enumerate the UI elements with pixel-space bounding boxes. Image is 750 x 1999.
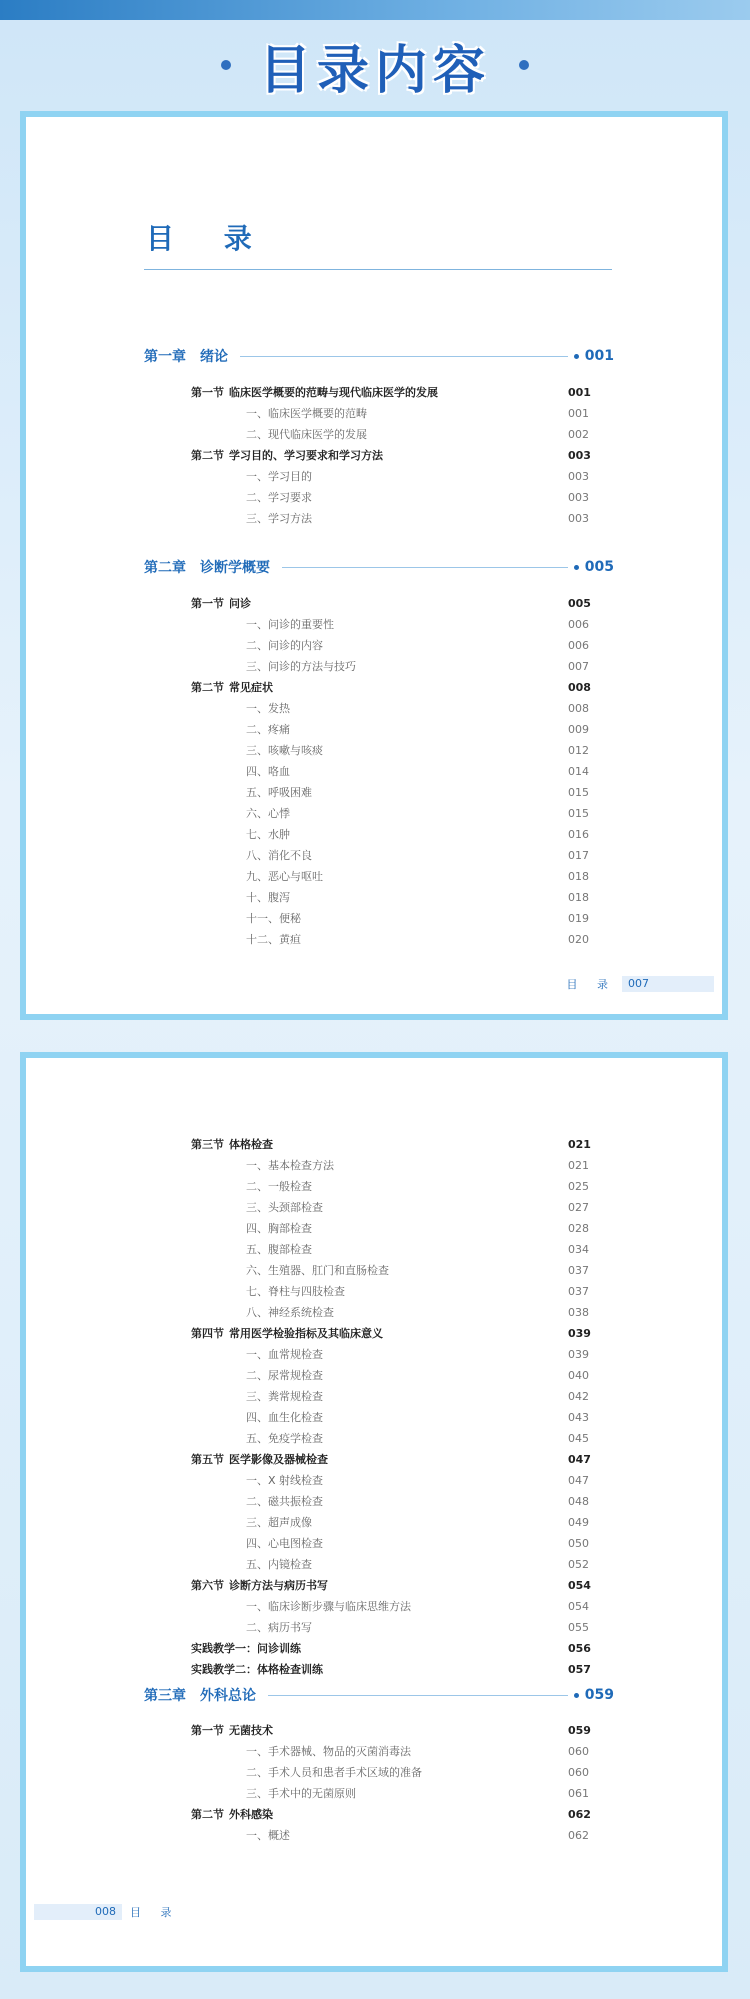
subsection-entry[interactable] bbox=[26, 698, 722, 719]
entry-page: 047 bbox=[568, 1474, 589, 1487]
footer-page-number: 007 bbox=[622, 976, 714, 992]
chapter-page: 005 bbox=[584, 559, 614, 575]
entry-title: 二、现代临床医学的发展 bbox=[246, 428, 367, 441]
section-entry[interactable] bbox=[26, 445, 722, 466]
page-title: 目 录 bbox=[146, 222, 272, 255]
entry-page: 005 bbox=[568, 597, 591, 610]
entry-title: 常见症状 bbox=[229, 681, 273, 694]
entry-title: 七、脊柱与四肢检查 bbox=[246, 1285, 345, 1298]
entry-title: 实践教学二：体格检查训练 bbox=[191, 1663, 323, 1676]
section-number: 第一节 bbox=[191, 597, 224, 610]
top-decoration-bar bbox=[0, 0, 750, 20]
section-number: 第二节 bbox=[191, 1808, 224, 1821]
entry-page: 027 bbox=[568, 1201, 589, 1214]
entry-title: 十、腹泻 bbox=[246, 891, 290, 904]
entry-page: 056 bbox=[568, 1642, 591, 1655]
entry-title: 七、水肿 bbox=[246, 828, 290, 841]
subsection-entry[interactable] bbox=[26, 508, 722, 529]
entry-page: 016 bbox=[568, 828, 589, 841]
section-number: 第一节 bbox=[191, 386, 224, 399]
entry-title: 四、血生化检查 bbox=[246, 1411, 323, 1424]
entry-page: 047 bbox=[568, 1453, 591, 1466]
entry-title: 诊断方法与病历书写 bbox=[229, 1579, 328, 1592]
chapter-page: 001 bbox=[584, 348, 614, 364]
entry-title: 一、问诊的重要性 bbox=[246, 618, 334, 631]
practice-entry[interactable] bbox=[26, 1638, 722, 1659]
chapter-heading[interactable] bbox=[144, 555, 614, 579]
entry-page: 045 bbox=[568, 1432, 589, 1445]
entry-title: 三、粪常规检查 bbox=[246, 1390, 323, 1403]
entry-page: 014 bbox=[568, 765, 589, 778]
subsection-entry[interactable] bbox=[26, 719, 722, 740]
entry-title: 实践教学一：问诊训练 bbox=[191, 1642, 301, 1655]
page-footer bbox=[34, 1904, 180, 1920]
entry-title: 五、内镜检查 bbox=[246, 1558, 312, 1571]
subsection-entry[interactable] bbox=[26, 1825, 722, 1846]
entry-title: 一、X 射线检查 bbox=[246, 1474, 324, 1487]
entry-page: 006 bbox=[568, 639, 589, 652]
subsection-entry[interactable] bbox=[26, 1428, 722, 1449]
entry-page: 012 bbox=[568, 744, 589, 757]
entry-title: 三、咳嗽与咳痰 bbox=[246, 744, 323, 757]
entry-page: 059 bbox=[568, 1724, 591, 1737]
chapter-number: 第二章 bbox=[144, 560, 186, 576]
subsection-entry[interactable] bbox=[26, 656, 722, 677]
subsection-entry[interactable] bbox=[26, 1407, 722, 1428]
section-number: 第四节 bbox=[191, 1327, 224, 1340]
entry-page: 008 bbox=[568, 681, 591, 694]
entry-list bbox=[26, 382, 722, 529]
entry-title: 一、手术器械、物品的灭菌消毒法 bbox=[246, 1745, 411, 1758]
toc-page-2 bbox=[20, 1052, 728, 1972]
entry-page: 037 bbox=[568, 1285, 589, 1298]
section-entry[interactable] bbox=[26, 1575, 722, 1596]
entry-title: 四、心电图检查 bbox=[246, 1537, 323, 1550]
entry-title: 二、病历书写 bbox=[246, 1621, 312, 1634]
entry-title: 医学影像及器械检查 bbox=[229, 1453, 328, 1466]
subsection-entry[interactable] bbox=[26, 1783, 722, 1804]
toc-page-1 bbox=[20, 111, 728, 1020]
entry-title: 一、血常规检查 bbox=[246, 1348, 323, 1361]
entry-title: 一、临床医学概要的范畴 bbox=[246, 407, 367, 420]
section-number: 第一节 bbox=[191, 1724, 224, 1737]
subsection-entry[interactable] bbox=[26, 1554, 722, 1575]
entry-title: 六、心悸 bbox=[246, 807, 290, 820]
subsection-entry[interactable] bbox=[26, 1155, 722, 1176]
section-entry[interactable] bbox=[26, 677, 722, 698]
subsection-entry[interactable] bbox=[26, 824, 722, 845]
entry-page: 062 bbox=[568, 1829, 589, 1842]
entry-page: 025 bbox=[568, 1180, 589, 1193]
entry-page: 003 bbox=[568, 491, 589, 504]
entry-page: 049 bbox=[568, 1516, 589, 1529]
entry-page: 017 bbox=[568, 849, 589, 862]
bullet-dot-icon bbox=[519, 60, 529, 70]
entry-page: 039 bbox=[568, 1327, 591, 1340]
subsection-entry[interactable] bbox=[26, 929, 722, 950]
entry-page: 003 bbox=[568, 512, 589, 525]
entry-page: 021 bbox=[568, 1159, 589, 1172]
subsection-entry[interactable] bbox=[26, 761, 722, 782]
subsection-entry[interactable] bbox=[26, 1617, 722, 1638]
entry-title: 学习目的、学习要求和学习方法 bbox=[229, 449, 383, 462]
leader-line bbox=[268, 1695, 568, 1696]
entry-title: 二、疼痛 bbox=[246, 723, 290, 736]
entry-page: 039 bbox=[568, 1348, 589, 1361]
banner-title: 目录内容 bbox=[258, 40, 491, 101]
entry-page: 008 bbox=[568, 702, 589, 715]
bullet-dot-icon bbox=[574, 354, 579, 359]
subsection-entry[interactable] bbox=[26, 845, 722, 866]
entry-title: 临床医学概要的范畴与现代临床医学的发展 bbox=[229, 386, 438, 399]
entry-page: 054 bbox=[568, 1579, 591, 1592]
entry-page: 048 bbox=[568, 1495, 589, 1508]
entry-page: 007 bbox=[568, 660, 589, 673]
banner bbox=[0, 20, 750, 110]
entry-title: 三、手术中的无菌原则 bbox=[246, 1787, 356, 1800]
entry-page: 002 bbox=[568, 428, 589, 441]
entry-title: 问诊 bbox=[229, 597, 251, 610]
entry-title: 一、发热 bbox=[246, 702, 290, 715]
entry-title: 外科感染 bbox=[229, 1808, 273, 1821]
entry-title: 三、学习方法 bbox=[246, 512, 312, 525]
section-entry[interactable] bbox=[26, 593, 722, 614]
entry-page: 015 bbox=[568, 786, 589, 799]
entry-page: 001 bbox=[568, 386, 591, 399]
entry-page: 050 bbox=[568, 1537, 589, 1550]
bullet-dot-icon bbox=[574, 1693, 579, 1698]
subsection-entry[interactable] bbox=[26, 740, 722, 761]
subsection-entry[interactable] bbox=[26, 1281, 722, 1302]
subsection-entry[interactable] bbox=[26, 803, 722, 824]
chapter-name: 诊断学概要 bbox=[200, 560, 270, 576]
entry-list bbox=[26, 1720, 722, 1846]
subsection-entry[interactable] bbox=[26, 1260, 722, 1281]
entry-page: 003 bbox=[568, 449, 591, 462]
entry-list bbox=[26, 593, 722, 950]
entry-title: 一、概述 bbox=[246, 1829, 290, 1842]
entry-title: 二、问诊的内容 bbox=[246, 639, 323, 652]
entry-page: 003 bbox=[568, 470, 589, 483]
subsection-entry[interactable] bbox=[26, 1197, 722, 1218]
section-number: 第五节 bbox=[191, 1453, 224, 1466]
entry-title: 三、头颈部检查 bbox=[246, 1201, 323, 1214]
subsection-entry[interactable] bbox=[26, 887, 722, 908]
entry-page: 019 bbox=[568, 912, 589, 925]
entry-title: 二、尿常规检查 bbox=[246, 1369, 323, 1382]
entry-page: 037 bbox=[568, 1264, 589, 1277]
entry-title: 三、问诊的方法与技巧 bbox=[246, 660, 356, 673]
entry-title: 一、学习目的 bbox=[246, 470, 312, 483]
section-number: 第二节 bbox=[191, 449, 224, 462]
subsection-entry[interactable] bbox=[26, 1491, 722, 1512]
bullet-dot-icon bbox=[221, 60, 231, 70]
entry-list bbox=[26, 1134, 722, 1680]
subsection-entry[interactable] bbox=[26, 1344, 722, 1365]
subsection-entry[interactable] bbox=[26, 424, 722, 445]
entry-page: 055 bbox=[568, 1621, 589, 1634]
entry-page: 042 bbox=[568, 1390, 589, 1403]
bullet-dot-icon bbox=[574, 565, 579, 570]
subsection-entry[interactable] bbox=[26, 1239, 722, 1260]
page-footer bbox=[567, 976, 715, 992]
chapter-page: 059 bbox=[584, 1687, 614, 1703]
subsection-entry[interactable] bbox=[26, 1386, 722, 1407]
footer-label: 目 录 bbox=[566, 978, 616, 991]
entry-title: 五、免疫学检查 bbox=[246, 1432, 323, 1445]
entry-title: 二、手术人员和患者手术区域的准备 bbox=[246, 1766, 422, 1779]
entry-page: 043 bbox=[568, 1411, 589, 1424]
subsection-entry[interactable] bbox=[26, 466, 722, 487]
entry-page: 001 bbox=[568, 407, 589, 420]
chapter-number: 第一章 bbox=[144, 349, 186, 365]
entry-page: 028 bbox=[568, 1222, 589, 1235]
subsection-entry[interactable] bbox=[26, 614, 722, 635]
subsection-entry[interactable] bbox=[26, 866, 722, 887]
subsection-entry[interactable] bbox=[26, 1741, 722, 1762]
subsection-entry[interactable] bbox=[26, 1762, 722, 1783]
chapter-name: 绪论 bbox=[200, 349, 228, 365]
entry-page: 038 bbox=[568, 1306, 589, 1319]
entry-page: 034 bbox=[568, 1243, 589, 1256]
subsection-entry[interactable] bbox=[26, 908, 722, 929]
subsection-entry[interactable] bbox=[26, 1470, 722, 1491]
leader-line bbox=[282, 567, 568, 568]
entry-title: 九、恶心与呕吐 bbox=[246, 870, 323, 883]
subsection-entry[interactable] bbox=[26, 487, 722, 508]
footer-page-number: 008 bbox=[34, 1904, 122, 1920]
chapter-heading[interactable] bbox=[144, 344, 614, 368]
entry-page: 054 bbox=[568, 1600, 589, 1613]
subsection-entry[interactable] bbox=[26, 1302, 722, 1323]
section-number: 第三节 bbox=[191, 1138, 224, 1151]
practice-entry[interactable] bbox=[26, 1659, 722, 1680]
subsection-entry[interactable] bbox=[26, 403, 722, 424]
entry-title: 十一、便秘 bbox=[246, 912, 301, 925]
subsection-entry[interactable] bbox=[26, 1176, 722, 1197]
section-number: 第六节 bbox=[191, 1579, 224, 1592]
entry-title: 一、临床诊断步骤与临床思维方法 bbox=[246, 1600, 411, 1613]
section-entry[interactable] bbox=[26, 1449, 722, 1470]
section-entry[interactable] bbox=[26, 1134, 722, 1155]
leader-line bbox=[240, 356, 568, 357]
entry-title: 六、生殖器、肛门和直肠检查 bbox=[246, 1264, 389, 1277]
entry-page: 015 bbox=[568, 807, 589, 820]
section-number: 第二节 bbox=[191, 681, 224, 694]
entry-page: 060 bbox=[568, 1766, 589, 1779]
footer-label: 目 录 bbox=[130, 1906, 180, 1919]
subsection-entry[interactable] bbox=[26, 635, 722, 656]
entry-page: 006 bbox=[568, 618, 589, 631]
subsection-entry[interactable] bbox=[26, 782, 722, 803]
subsection-entry[interactable] bbox=[26, 1533, 722, 1554]
entry-page: 061 bbox=[568, 1787, 589, 1800]
entry-page: 020 bbox=[568, 933, 589, 946]
entry-title: 二、磁共振检查 bbox=[246, 1495, 323, 1508]
entry-page: 052 bbox=[568, 1558, 589, 1571]
section-entry[interactable] bbox=[26, 1720, 722, 1741]
entry-page: 018 bbox=[568, 870, 589, 883]
subsection-entry[interactable] bbox=[26, 1365, 722, 1386]
entry-title: 十二、黄疸 bbox=[246, 933, 301, 946]
entry-title: 无菌技术 bbox=[229, 1724, 273, 1737]
entry-title: 八、消化不良 bbox=[246, 849, 312, 862]
entry-title: 体格检查 bbox=[229, 1138, 273, 1151]
entry-page: 062 bbox=[568, 1808, 591, 1821]
entry-title: 二、一般检查 bbox=[246, 1180, 312, 1193]
entry-title: 五、腹部检查 bbox=[246, 1243, 312, 1256]
section-entry[interactable] bbox=[26, 382, 722, 403]
entry-title: 八、神经系统检查 bbox=[246, 1306, 334, 1319]
chapter-heading[interactable] bbox=[144, 1683, 614, 1707]
section-entry[interactable] bbox=[26, 1323, 722, 1344]
subsection-entry[interactable] bbox=[26, 1512, 722, 1533]
entry-page: 021 bbox=[568, 1138, 591, 1151]
entry-page: 018 bbox=[568, 891, 589, 904]
entry-title: 二、学习要求 bbox=[246, 491, 312, 504]
entry-page: 009 bbox=[568, 723, 589, 736]
entry-page: 057 bbox=[568, 1663, 591, 1676]
entry-page: 060 bbox=[568, 1745, 589, 1758]
chapter-number: 第三章 bbox=[144, 1688, 186, 1704]
entry-title: 五、呼吸困难 bbox=[246, 786, 312, 799]
entry-title: 常用医学检验指标及其临床意义 bbox=[229, 1327, 383, 1340]
entry-page: 040 bbox=[568, 1369, 589, 1382]
entry-title: 四、胸部检查 bbox=[246, 1222, 312, 1235]
entry-title: 四、咯血 bbox=[246, 765, 290, 778]
chapter-name: 外科总论 bbox=[200, 1688, 256, 1704]
subsection-entry[interactable] bbox=[26, 1596, 722, 1617]
entry-title: 三、超声成像 bbox=[246, 1516, 312, 1529]
title-divider bbox=[144, 269, 612, 270]
section-entry[interactable] bbox=[26, 1804, 722, 1825]
entry-title: 一、基本检查方法 bbox=[246, 1159, 334, 1172]
subsection-entry[interactable] bbox=[26, 1218, 722, 1239]
